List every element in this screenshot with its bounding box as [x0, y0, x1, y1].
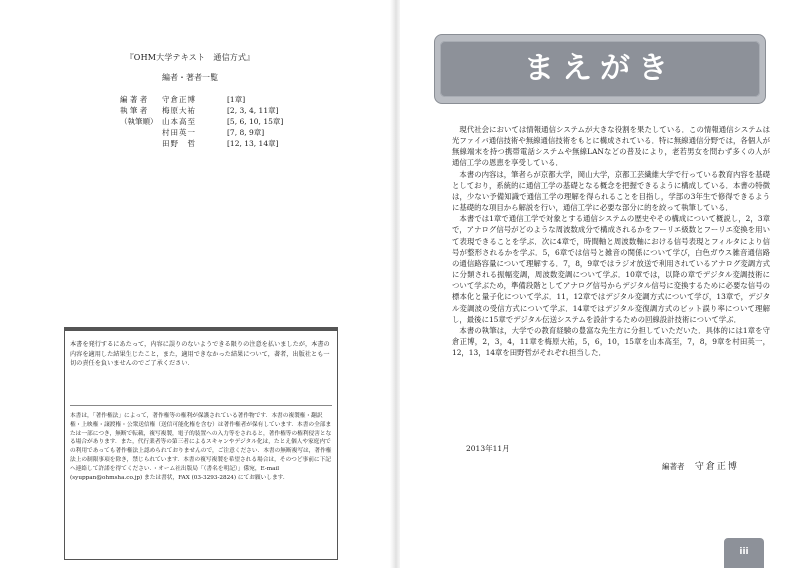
series-title: 『OHM大学テキスト 通信方式』 — [125, 53, 255, 62]
copyright-notice-text: 本書は，「著作権法」によって，著作権等の権利が保護されている著作物です．本書の複製権・翻訳権・上映権・譲渡権・公衆送信権（送信可能化権を含む）は著作権者が保有しています．本書の全部または一部につき，無断で転載，複写複製，電子的装置への入力等をされると，著作権等の権利侵害となる場合があります．また，代行業者等の第三者によるスキャンやデジタル化は，たとえ個人や家庭内での利用であっても著作権法上認められておりませんので，ご注意ください．本書の無断複写は，著作権法上の制限事項を除き，禁じられています．本書の複写複製を希望される場合は，そのつど事前に下記へ連絡して許諾を得てください．・オーム社出版局「（書名を明記）」係宛，E-mail (syuppan@ohmsha.co.jp) または書状，FAX (03-3293-2824) にてお願いします． — [70, 413, 332, 481]
contributor-row — [108, 116, 308, 127]
contributor-name: 田野 哲 — [162, 139, 196, 148]
contributor-chapters: [12, 13, 14章] — [227, 139, 279, 148]
contributor-role: 編 著 者 — [120, 95, 148, 104]
preface-signature — [662, 459, 739, 472]
page-title: まえがき — [524, 51, 676, 86]
disclaimer-text: 本書を発行するにあたって，内容に誤りのないようできる限りの注意を払いましたが，本書の内容を適用した結果生じたこと，また，適用できなかった結果について，著者，出版社とも一切の責任を負いませんのでご了承ください． — [70, 341, 330, 367]
preface-paragraph: 現代社会においては情報通信システムが大きな役割を果たしている．この情報通信システムは光ファイバ通信技術や無線通信技術をもとに構成されている．特に無線通信分野では，各個人が無線端末を持つ携帯電話システムや無線LANなどの普及により，老若男女を問わず多くの人が通信工学の恩恵を享受している． — [452, 125, 770, 168]
signature-role: 編著者 — [662, 462, 685, 471]
contributor-role: 執 筆 者 — [120, 106, 148, 115]
contributor-name: 守倉正博 — [162, 95, 196, 104]
contributors-list — [108, 94, 308, 149]
contributor-name: 村田英一 — [162, 128, 196, 137]
contributor-chapters: [5, 6, 10, 15章] — [227, 117, 284, 126]
contributor-chapters: [7, 8, 9章] — [227, 128, 265, 137]
contributors-list-title: 編者・著者一覧 — [162, 73, 218, 82]
contributor-row — [108, 105, 308, 116]
notice-divider — [70, 405, 332, 406]
contributor-role: （執筆順） — [120, 117, 158, 126]
contributor-row — [108, 94, 308, 105]
preface-paragraph: 本書の内容は，筆者らが京都大学，岡山大学，京都工芸繊維大学で行っている教育内容を基礎としており，系統的に通信工学の基礎となる概念を把握できるように構成している．本書の特徴は，少ない予備知識で通信工学の理解を得られることを目指し，学部の3年生で修得できるように基礎的な項目から解説を行い，通信工学に必要な部分に的を絞って執筆している． — [452, 169, 770, 213]
preface-date: 2013年11月 — [466, 444, 510, 453]
legal-notice-top-rule — [64, 327, 338, 331]
preface-paragraph: 本書では1章で通信工学で対象とする通信システムの歴史やその構成について概説し，2，3章で，アナログ信号がどのような周波数成分で構成されるかをフーリエ級数とフーリエ変換を用いて表現できることを学ぶ．次に4章で，時間軸と周波数軸における信号表現とフィルタにより信号が整形されるかを学ぶ．5，6章では信号と雑音の関係について学び，白色ガウス雑音通信路の通信路容量について理解する．7，8，9章ではラジオ放送で利用されているアナログ変調方式に分類される振幅変調，周波数変調について学ぶ．10章では，以降の章でデジタル変調技術について学ぶため，準備段階としてアナログ信号からデジタル信号に変換するために必要な信号の標本化と量子化について学ぶ．11，12章ではデジタル変調方式について学び，13章で，デジタル変調波の受信方式について学ぶ．14章ではデジタル変復調方式のビット誤り率について理解し，最後に15章でデジタル伝送システムを設計するための回線設計技術について学ぶ． — [452, 214, 770, 324]
contributor-row — [108, 138, 308, 149]
preface-body — [452, 124, 770, 358]
preface-paragraph: 本書の執筆は，大学での教育経験の豊富な先生方に分担していただいた．具体的には1章を守倉正博，2，3，4，11章を梅原大祐，5，6，10，15章を山本高至，7，8，9章を村田英一，12，13，14章を田野哲がそれぞれ担当した． — [452, 325, 770, 358]
contributor-name: 梅原大祐 — [162, 106, 196, 115]
contributor-chapters: [2, 3, 4, 11章] — [227, 106, 279, 115]
page-number: iii — [739, 547, 749, 557]
signature-name: 守倉正博 — [694, 462, 739, 472]
contributor-name: 山本高至 — [162, 117, 196, 126]
contributor-row — [108, 127, 308, 138]
contributor-chapters: [1章] — [227, 95, 246, 104]
